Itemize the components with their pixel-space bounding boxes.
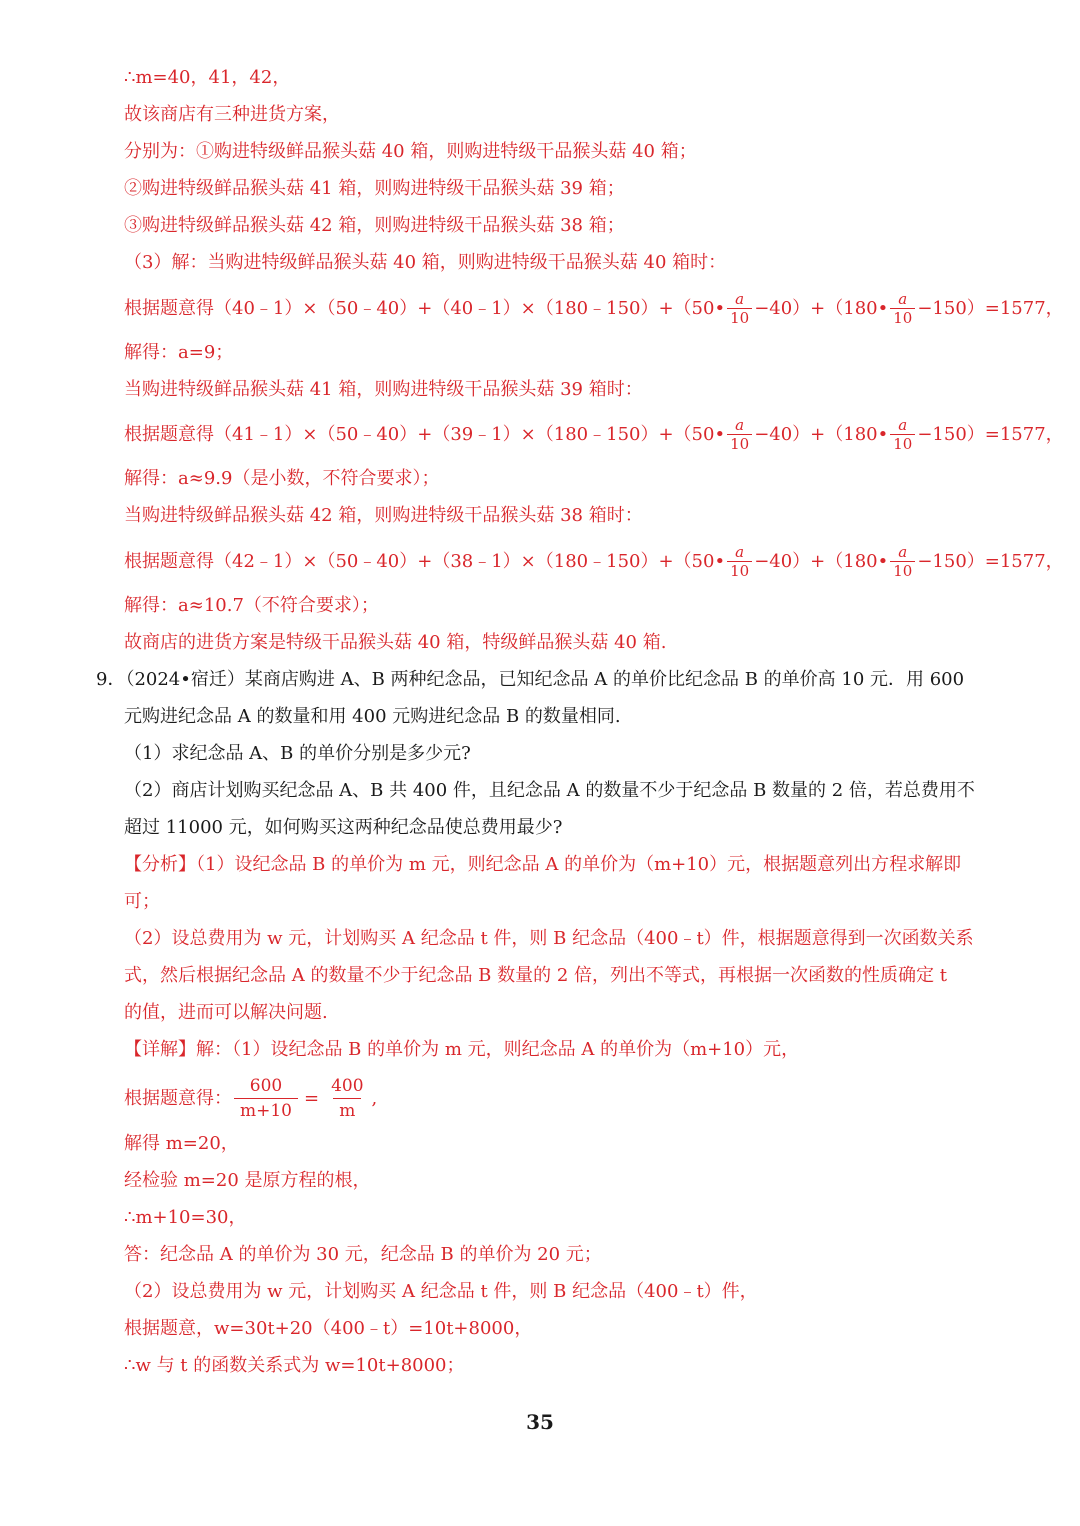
equation-text: −40）+（180• bbox=[754, 297, 889, 319]
fraction-denominator: 10 bbox=[727, 561, 752, 580]
fraction-denominator: 10 bbox=[727, 434, 752, 453]
equation-text: −150）=1577， bbox=[917, 297, 1064, 319]
text-line: 分别为：①购进特级鲜品猴头菇 40 箱，则购进特级干品猴头菇 40 箱； bbox=[124, 141, 697, 162]
text-line: 解得：a=9； bbox=[124, 342, 234, 363]
equation-text: −40）+（180• bbox=[754, 423, 889, 445]
text-line: 故该商店有三种进货方案， bbox=[124, 104, 340, 125]
text-line: 当购进特级鲜品猴头菇 42 箱，则购进特级干品猴头菇 38 箱时： bbox=[124, 505, 643, 526]
equation-line bbox=[124, 290, 1064, 327]
fraction-numerator: a bbox=[898, 543, 908, 561]
fraction-denominator: 10 bbox=[890, 434, 915, 453]
fraction bbox=[727, 543, 752, 580]
equation-line bbox=[124, 1074, 377, 1123]
fraction-numerator: 600 bbox=[249, 1076, 283, 1096]
text-line: ③购进特级鲜品猴头菇 42 箱，则购进特级干品猴头菇 38 箱； bbox=[124, 215, 625, 236]
question-text: 元购进纪念品 A 的数量和用 400 元购进纪念品 B 的数量相同. bbox=[124, 706, 621, 727]
solution-text: ∴m+10=30， bbox=[124, 1207, 247, 1228]
text-line: （3）解：当购进特级鲜品猴头菇 40 箱，则购进特级干品猴头菇 40 箱时： bbox=[124, 252, 727, 273]
equation-line bbox=[124, 543, 1064, 580]
fraction-denominator: 10 bbox=[890, 561, 915, 580]
fraction bbox=[890, 290, 915, 327]
solution-text: 【详解】解：（1）设纪念品 B 的单价为 m 元，则纪念品 A 的单价为（m+10）元， bbox=[124, 1039, 800, 1060]
question-text: 9．（2024•宿迁）某商店购进 A、B 两种纪念品，已知纪念品 A 的单价比纪念品 B 的单价高 10 元．用 600 bbox=[96, 669, 965, 690]
fraction-numerator: a bbox=[898, 290, 908, 308]
text-line: 解得：a≈9.9（是小数，不符合要求）； bbox=[124, 468, 440, 489]
fraction-denominator: m bbox=[333, 1098, 361, 1123]
fraction-numerator: a bbox=[735, 543, 745, 561]
fraction-numerator: a bbox=[735, 290, 745, 308]
analysis-text: 式，然后根据纪念品 A 的数量不少于纪念品 B 数量的 2 倍，列出不等式，再根据一次函数的性质确定 t bbox=[124, 965, 947, 986]
solution-text: 答：纪念品 A 的单价为 30 元，纪念品 B 的单价为 20 元； bbox=[124, 1244, 602, 1265]
equation-label: 根据题意得： bbox=[124, 1087, 232, 1109]
fraction bbox=[727, 416, 752, 453]
equals-sign: = bbox=[304, 1087, 320, 1109]
fraction-denominator: 10 bbox=[890, 308, 915, 327]
fraction-denominator: m+10 bbox=[234, 1098, 298, 1123]
fraction-numerator: a bbox=[898, 416, 908, 434]
text-line: 故商店的进货方案是特级干品猴头菇 40 箱，特级鲜品猴头菇 40 箱. bbox=[124, 632, 667, 653]
analysis-text: 【分析】（1）设纪念品 B 的单价为 m 元，则纪念品 A 的单价为（m+10）元，根据题意列出方程求解即 bbox=[124, 854, 962, 875]
text-line: ②购进特级鲜品猴头菇 41 箱，则购进特级干品猴头菇 39 箱； bbox=[124, 178, 625, 199]
fraction-numerator: 400 bbox=[331, 1076, 364, 1096]
fraction-numerator: a bbox=[735, 416, 745, 434]
text-line: 当购进特级鲜品猴头菇 41 箱，则购进特级干品猴头菇 39 箱时： bbox=[124, 379, 643, 400]
equation-text: −150）=1577， bbox=[917, 550, 1064, 572]
question-text: （2）商店计划购买纪念品 A、B 共 400 件，且纪念品 A 的数量不少于纪念品 B 数量的 2 倍，若总费用不 bbox=[124, 780, 975, 801]
fraction bbox=[890, 543, 915, 580]
solution-text: 根据题意，w=30t+20（400﹣t）=10t+8000， bbox=[124, 1318, 533, 1339]
text-line: 解得：a≈10.7（不符合要求）； bbox=[124, 595, 379, 616]
equation-line bbox=[124, 416, 1064, 453]
solution-text: 经检验 m=20 是原方程的根， bbox=[124, 1170, 371, 1191]
equation-text: 根据题意得（42﹣1）×（50﹣40）+（38﹣1）×（180﹣150）+（50• bbox=[124, 550, 726, 572]
fraction bbox=[727, 290, 752, 327]
equation-text: −150）=1577， bbox=[917, 423, 1064, 445]
solution-text: ∴w 与 t 的函数关系式为 w=10t+8000； bbox=[124, 1355, 465, 1376]
solution-text: 解得 m=20， bbox=[124, 1133, 239, 1154]
fraction bbox=[890, 416, 915, 453]
question-text: 超过 11000 元，如何购买这两种纪念品使总费用最少? bbox=[124, 817, 563, 838]
question-text: （1）求纪念品 A、B 的单价分别是多少元? bbox=[124, 743, 471, 764]
analysis-text: 的值，进而可以解决问题. bbox=[124, 1002, 328, 1023]
equation-text: 根据题意得（41﹣1）×（50﹣40）+（39﹣1）×（180﹣150）+（50• bbox=[124, 423, 726, 445]
fraction bbox=[234, 1074, 298, 1123]
analysis-text: （2）设总费用为 w 元，计划购买 A 纪念品 t 件，则 B 纪念品（400﹣t）件，根据题意得到一次函数关系 bbox=[124, 928, 974, 949]
text-line: ∴m=40，41，42， bbox=[124, 67, 291, 88]
fraction-denominator: 10 bbox=[727, 308, 752, 327]
analysis-text: 可； bbox=[124, 891, 160, 912]
equation-text: 根据题意得（40﹣1）×（50﹣40）+（40﹣1）×（180﹣150）+（50• bbox=[124, 297, 726, 319]
fraction bbox=[325, 1074, 369, 1123]
equation-text: , bbox=[371, 1087, 378, 1109]
equation-text: −40）+（180• bbox=[754, 550, 889, 572]
solution-text: （2）设总费用为 w 元，计划购买 A 纪念品 t 件，则 B 纪念品（400﹣t）件， bbox=[124, 1281, 758, 1302]
page-number: 35 bbox=[526, 1410, 554, 1434]
